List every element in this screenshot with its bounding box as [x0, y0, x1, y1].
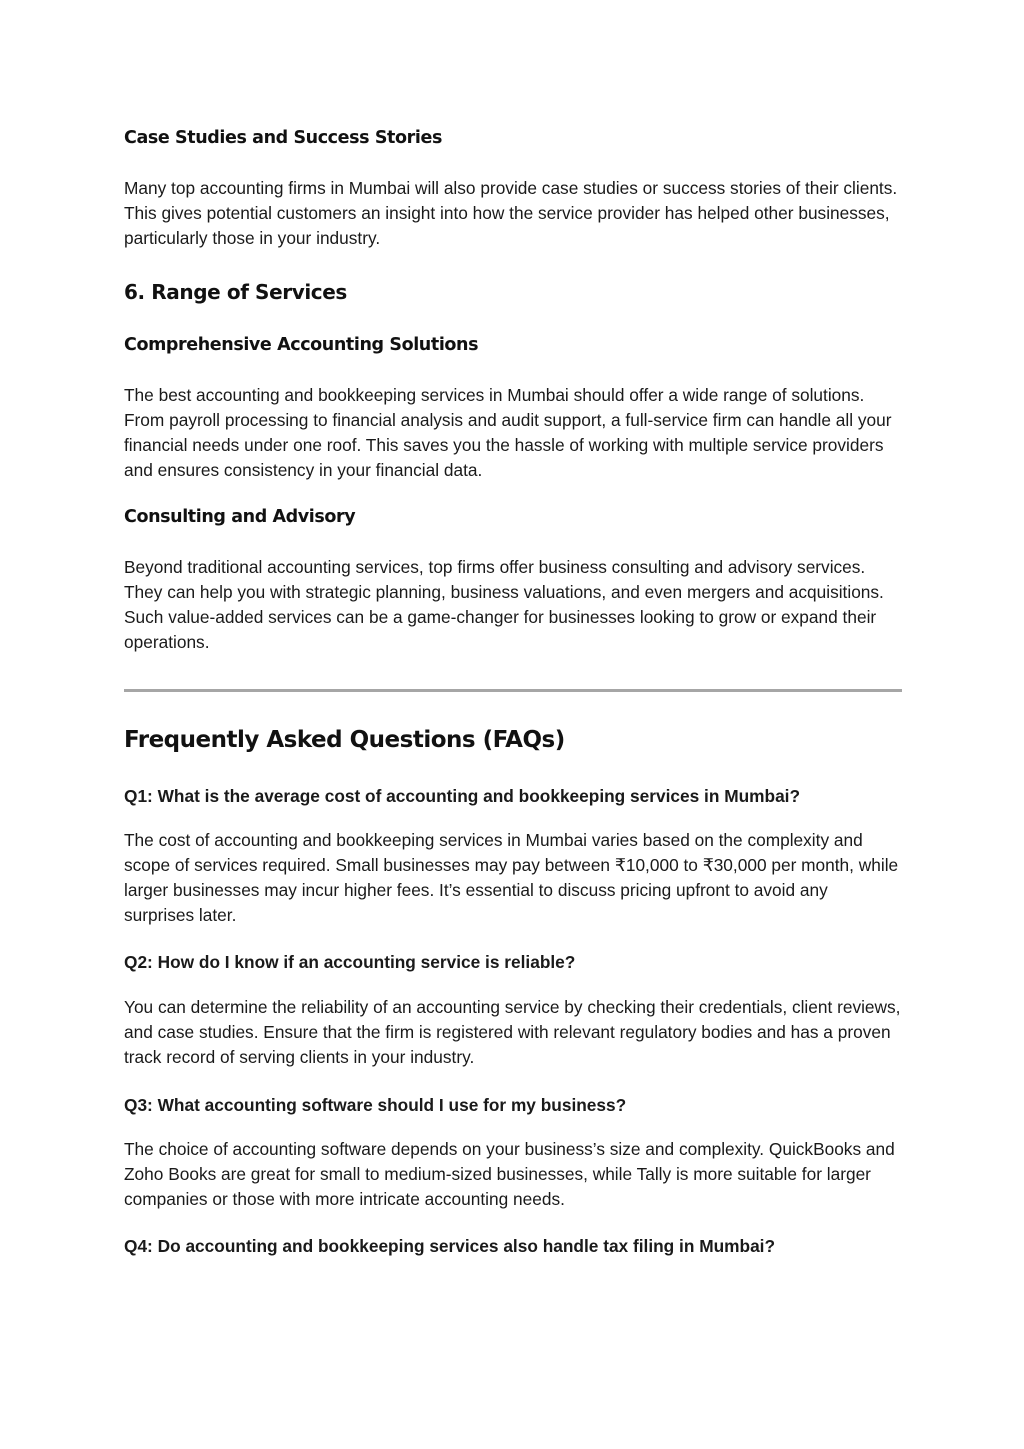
- comprehensive-solutions-heading: Comprehensive Accounting Solutions: [124, 335, 479, 355]
- faq-question-2: Q2: How do I know if an accounting service is reliable?: [124, 952, 576, 972]
- faq-question-1: Q1: What is the average cost of accounting and bookkeeping services in Mumbai?: [124, 786, 801, 806]
- consulting-advisory-heading: Consulting and Advisory: [124, 507, 356, 527]
- faq-question-4: Q4: Do accounting and bookkeeping services also handle tax filing in Mumbai?: [124, 1236, 776, 1256]
- range-of-services-heading: 6. Range of Services: [124, 280, 347, 304]
- case-studies-heading: Case Studies and Success Stories: [124, 128, 442, 148]
- faq-heading: Frequently Asked Questions (FAQs): [124, 727, 565, 753]
- consulting-advisory-paragraph: Beyond traditional accounting services, top firms offer business consulting and advisory services. They can help you with strategic planning, business valuations, and even mergers and acquisitions. Such value-added services can be a game-changer for businesses looking to grow or expand their operations.: [124, 557, 884, 652]
- case-studies-paragraph: Many top accounting firms in Mumbai will also provide case studies or success stories of their clients. This gives potential customers an insight into how the service provider has helped other businesses, particularly those in your industry.: [124, 178, 898, 248]
- faq-answer-2: You can determine the reliability of an accounting service by checking their credentials, client reviews, and case studies. Ensure that the firm is registered with relevant regulatory bodies and has a proven track record of serving clients in your industry.: [124, 997, 901, 1067]
- section-divider: [124, 689, 902, 692]
- faq-answer-3: The choice of accounting software depends on your business’s size and complexity. QuickBooks and Zoho Books are great for small to medium-sized businesses, while Tally is more suitable for larger companies or those with more intricate accounting needs.: [124, 1139, 895, 1209]
- comprehensive-solutions-paragraph: The best accounting and bookkeeping services in Mumbai should offer a wide range of solutions. From payroll processing to financial analysis and audit support, a full-service firm can handle all your financial needs under one roof. This saves you the hassle of working with multiple service providers and ensures consistency in your financial data.: [124, 385, 892, 480]
- faq-question-3: Q3: What accounting software should I use for my business?: [124, 1095, 627, 1115]
- faq-answer-1: The cost of accounting and bookkeeping services in Mumbai varies based on the complexity and scope of services required. Small businesses may pay between ₹10,000 to ₹30,000 per month, while larger businesses may incur higher fees. It’s essential to discuss pricing upfront to avoid any surprises later.: [124, 830, 899, 925]
